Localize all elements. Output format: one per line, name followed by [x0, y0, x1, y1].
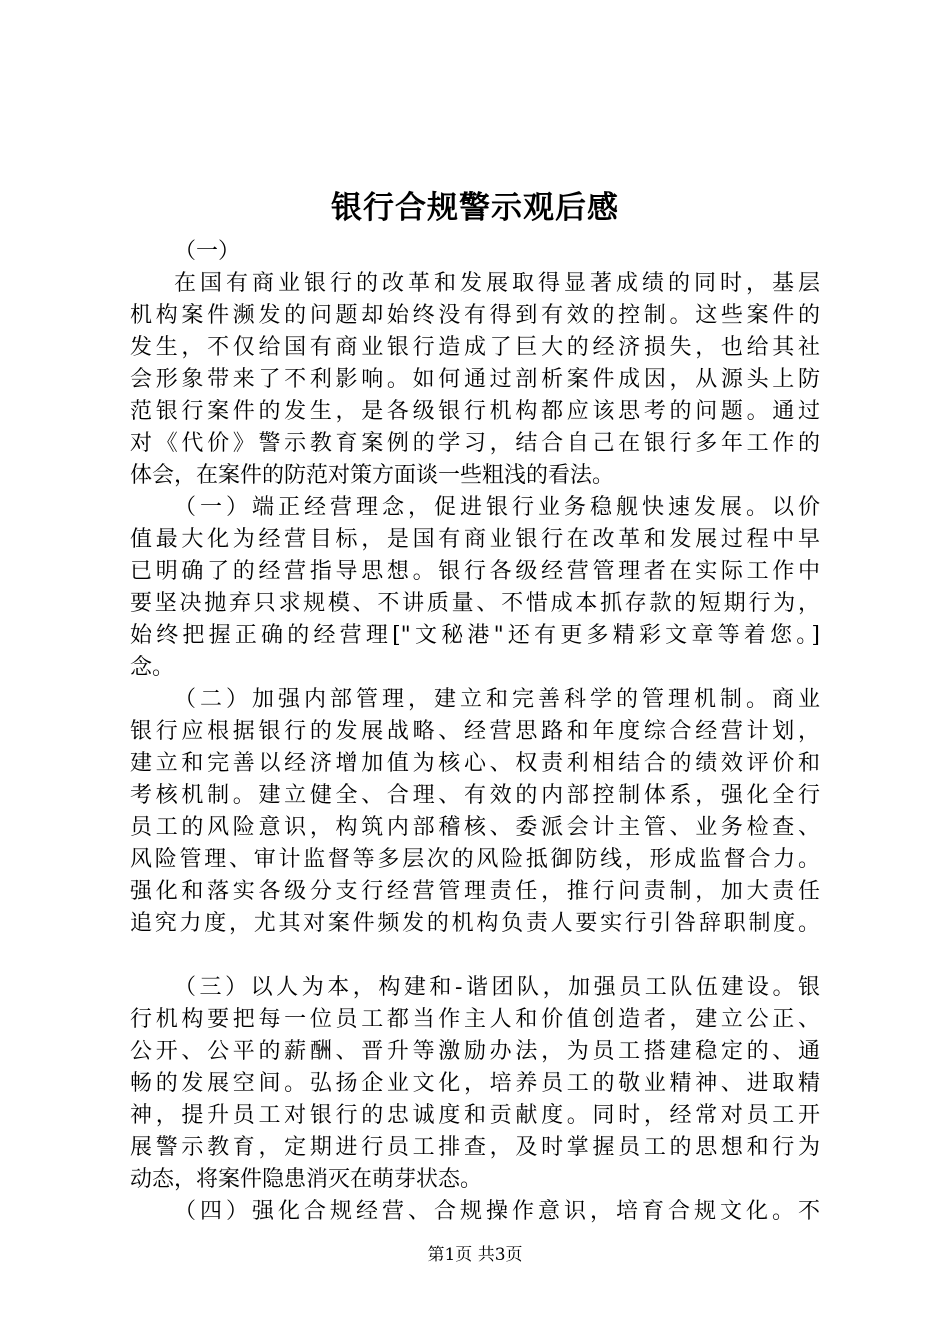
text-line: 员工的风险意识，构筑内部稽核、委派会计主管、业务检查、 [130, 815, 820, 840]
text-line: 体会，在案件的防范对策方面谈一些粗浅的看法。 [130, 463, 615, 488]
text-line: （一） [174, 239, 241, 264]
text-line: 念。 [130, 655, 175, 680]
blank-line [130, 940, 820, 972]
text-line: 已明确了的经营指导思想。银行各级经营管理者在实际工作中 [130, 559, 820, 584]
document-body [130, 236, 820, 1228]
text-line: 建立和完善以经济增加值为核心、权责利相结合的绩效评价和 [130, 751, 820, 776]
text-line: 会形象带来了不利影响。如何通过剖析案件成因，从源头上防 [130, 367, 820, 392]
text-line: 对《代价》警示教育案例的学习，结合自己在银行多年工作的 [130, 431, 820, 456]
text-line: 行机构要把每一位员工都当作主人和价值创造者，建立公正、 [130, 1007, 820, 1032]
text-line: 要坚决抛弃只求规模、不讲质量、不惜成本抓存款的短期行为， [130, 591, 820, 616]
text-line: 始终把握正确的经营理["文秘港"还有更多精彩文章等着您。] [130, 623, 820, 648]
text-line: 发生，不仅给国有商业银行造成了巨大的经济损失，也给其社 [130, 335, 820, 360]
text-line: （一）端正经营理念，促进银行业务稳舰快速发展。以价 [174, 495, 820, 520]
text-line: 在国有商业银行的改革和发展取得显著成绩的同时，基层 [174, 271, 820, 296]
text-line: 畅的发展空间。弘扬企业文化，培养员工的敬业精神、进取精 [130, 1071, 820, 1096]
text-line: （二）加强内部管理，建立和完善科学的管理机制。商业 [174, 687, 820, 712]
text-line: （四）强化合规经营、合规操作意识，培育合规文化。不 [174, 1199, 820, 1224]
text-line: 银行应根据银行的发展战略、经营思路和年度综合经营计划， [130, 719, 820, 744]
text-line: 追究力度，尤其对案件频发的机构负责人要实行引咎辞职制度。 [130, 911, 820, 936]
text-line: 展警示教育，定期进行员工排查，及时掌握员工的思想和行为 [130, 1135, 820, 1160]
text-line: 考核机制。建立健全、合理、有效的内部控制体系，强化全行 [130, 783, 820, 808]
text-line: 动态，将案件隐患消灭在萌芽状态。 [130, 1167, 483, 1192]
document-title: 银行合规警示观后感 [331, 190, 619, 226]
text-line: 机构案件濒发的问题却始终没有得到有效的控制。这些案件的 [130, 303, 820, 328]
text-line: 神，提升员工对银行的忠诚度和贡献度。同时，经常对员工开 [130, 1103, 820, 1128]
text-line: （三）以人为本，构建和-谐团队，加强员工队伍建设。银 [174, 975, 820, 1000]
page-footer: 第1页 共3页 [427, 1245, 523, 1265]
text-line: 值最大化为经营目标，是国有商业银行在改革和发展过程中早 [130, 527, 820, 552]
text-line: 强化和落实各级分支行经营管理责任，推行问责制，加大责任 [130, 879, 820, 904]
text-line: 公开、公平的薪酬、晋升等激励办法，为员工搭建稳定的、通 [130, 1039, 820, 1064]
text-line: 风险管理、审计监督等多层次的风险抵御防线，形成监督合力。 [130, 847, 820, 872]
text-line: 范银行案件的发生，是各级银行机构都应该思考的问题。通过 [130, 399, 820, 424]
